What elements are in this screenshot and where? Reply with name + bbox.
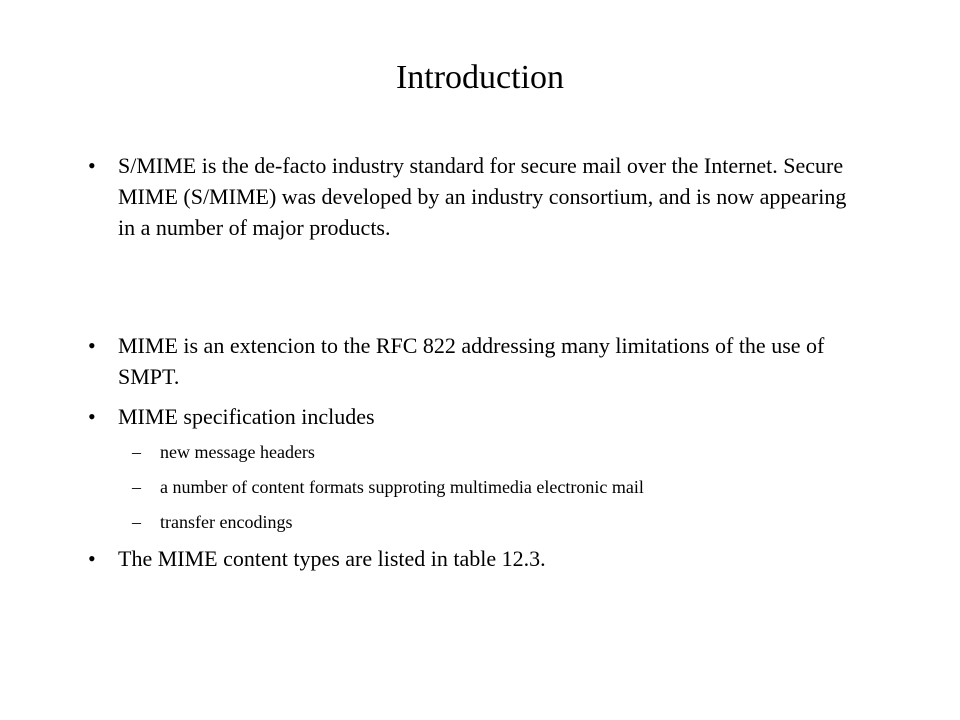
sub-bullet-item	[0, 474, 960, 500]
sub-bullet-text: transfer encodings	[160, 512, 293, 532]
dash-icon: –	[132, 512, 141, 532]
bullet-text: The MIME content types are listed in table 12.3.	[118, 546, 546, 571]
bullet-item	[0, 330, 960, 392]
bullet-text: MIME is an extencion to the RFC 822 addressing many limitations of the use of SMPT.	[118, 333, 825, 389]
sub-bullet-item	[0, 509, 960, 535]
dash-icon: –	[132, 477, 141, 497]
sub-bullet-text: new message headers	[160, 442, 315, 462]
bullet-icon: •	[88, 546, 96, 571]
bullet-icon: •	[88, 404, 96, 429]
bullet-text: MIME specification includes	[118, 404, 375, 429]
sub-bullet-item	[0, 439, 960, 465]
sub-bullet-text: a number of content formats supproting multimedia electronic mail	[160, 477, 644, 497]
bullet-item	[0, 401, 960, 432]
bullet-icon: •	[88, 333, 96, 358]
bullet-item	[0, 543, 960, 574]
dash-icon: –	[132, 442, 141, 462]
slide-title: Introduction	[395, 59, 565, 96]
bullet-item	[0, 150, 960, 243]
bullet-text: S/MIME is the de-facto industry standard for secure mail over the Internet. Secure MIME (S/MIME) was developed by an industry consortium, and is now appearing in a number of major products.	[118, 153, 847, 240]
bullet-icon: •	[88, 153, 96, 178]
